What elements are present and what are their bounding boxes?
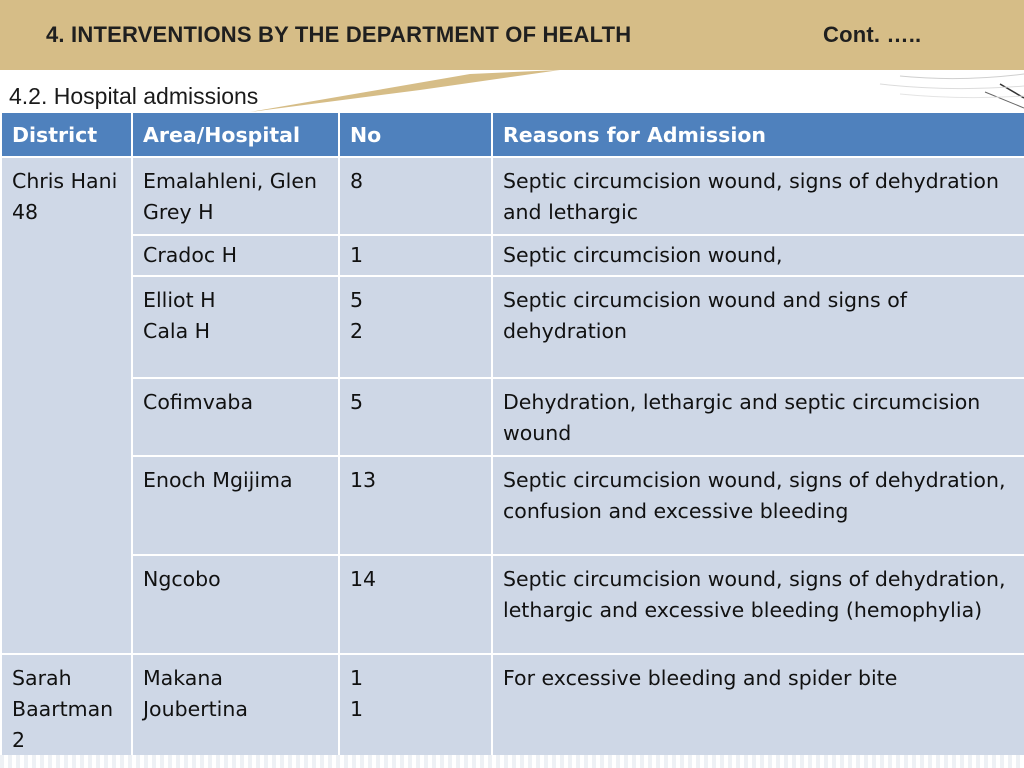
area-cell — [132, 276, 339, 378]
no-cell: 8 — [339, 157, 492, 235]
area-line: Elliot H — [143, 288, 216, 312]
reason-cell: Septic circumcision wound, — [492, 235, 1024, 276]
reason-cell: Septic circumcision wound, signs of dehydration, confusion and excessive bleeding — [492, 456, 1024, 555]
table-row — [1, 235, 1024, 276]
no-cell: 13 — [339, 456, 492, 555]
section-subtitle: 4.2. Hospital admissions — [9, 83, 259, 109]
table-row — [1, 555, 1024, 654]
area-cell: Enoch Mgijima — [132, 456, 339, 555]
area-line: Joubertina — [143, 697, 248, 721]
reason-cell: Septic circumcision wound, signs of dehydration, lethargic and excessive bleeding (hemophylia) — [492, 555, 1024, 654]
no-cell — [339, 654, 492, 766]
district-name: Baartman — [12, 697, 114, 721]
table-row — [1, 378, 1024, 456]
table-row — [1, 276, 1024, 378]
slide-title-continued: Cont. ….. — [823, 22, 922, 47]
table-header-row — [1, 113, 1024, 157]
table-row — [1, 157, 1024, 235]
area-line: Makana — [143, 666, 223, 690]
reason-cell: For excessive bleeding and spider bite — [492, 654, 1024, 766]
reason-cell: Septic circumcision wound, signs of dehydration and lethargic — [492, 157, 1024, 235]
area-cell: Ngcobo — [132, 555, 339, 654]
no-line: 2 — [350, 319, 364, 343]
area-cell — [132, 157, 339, 235]
slide-title-text: 4. INTERVENTIONS BY THE DEPARTMENT OF HEALTH — [46, 22, 632, 47]
area-line: Cala H — [143, 319, 211, 343]
area-line: Emalahleni, Glen — [143, 169, 317, 193]
column-header-no: No — [339, 113, 492, 157]
district-name: Chris Hani — [12, 169, 118, 193]
no-cell — [339, 276, 492, 378]
district-count: 48 — [12, 200, 39, 224]
admissions-table — [0, 113, 1024, 767]
column-header-district: District — [1, 113, 132, 157]
no-line: 5 — [350, 288, 364, 312]
no-line: 1 — [350, 666, 364, 690]
column-header-reasons: Reasons for Admission — [492, 113, 1024, 157]
area-cell: Cradoc H — [132, 235, 339, 276]
district-cell-sarah-baartman — [1, 654, 132, 766]
no-cell: 14 — [339, 555, 492, 654]
district-cell-chris-hani — [1, 157, 132, 654]
no-cell: 1 — [339, 235, 492, 276]
table-row — [1, 456, 1024, 555]
slide-title — [46, 22, 922, 48]
district-name: Sarah — [12, 666, 72, 690]
no-cell: 5 — [339, 378, 492, 456]
area-cell: Cofimvaba — [132, 378, 339, 456]
reason-cell: Dehydration, lethargic and septic circumcision wound — [492, 378, 1024, 456]
area-cell — [132, 654, 339, 766]
area-line: Grey H — [143, 200, 214, 224]
district-count: 2 — [12, 728, 26, 752]
table-row — [1, 654, 1024, 766]
no-line: 1 — [350, 697, 364, 721]
reason-cell: Septic circumcision wound and signs of dehydration — [492, 276, 1024, 378]
column-header-area: Area/Hospital — [132, 113, 339, 157]
footer-decoration — [0, 755, 1024, 768]
